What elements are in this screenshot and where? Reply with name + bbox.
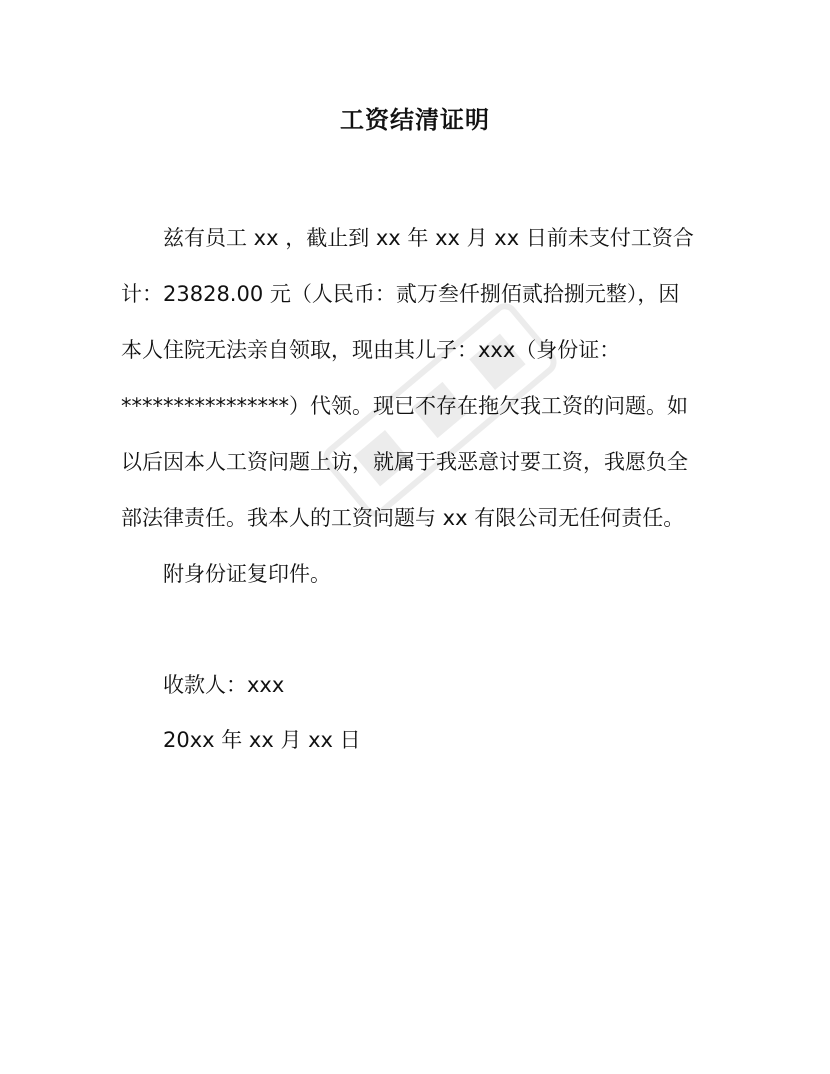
body-line-5: 以后因本人工资问题上访，就属于我恶意讨要工资，我愿负全 [121,450,688,474]
date-line: 20xx 年 xx 月 xx 日 [163,728,361,752]
body-line-3: 本人住院无法亲自领取，现由其儿子：xxx（身份证： [121,338,621,362]
body-line-6: 部法律责任。我本人的工资问题与 xx 有限公司无任何责任。 [121,506,685,530]
attachment-note: 附身份证复印件。 [163,562,331,586]
body-line-2: 计：23828.00 元（人民币：贰万叁仟捌佰贰拾捌元整），因 [121,282,680,306]
document-title: 工资结清证明 [340,106,490,134]
body-line-4: ****************）代领。现已不存在拖欠我工资的问题。如 [121,394,688,418]
payee-line: 收款人：xxx [163,673,285,697]
body-line-1: 兹有员工 xx ，截止到 xx 年 xx 月 xx 日前未支付工资合 [163,226,694,250]
